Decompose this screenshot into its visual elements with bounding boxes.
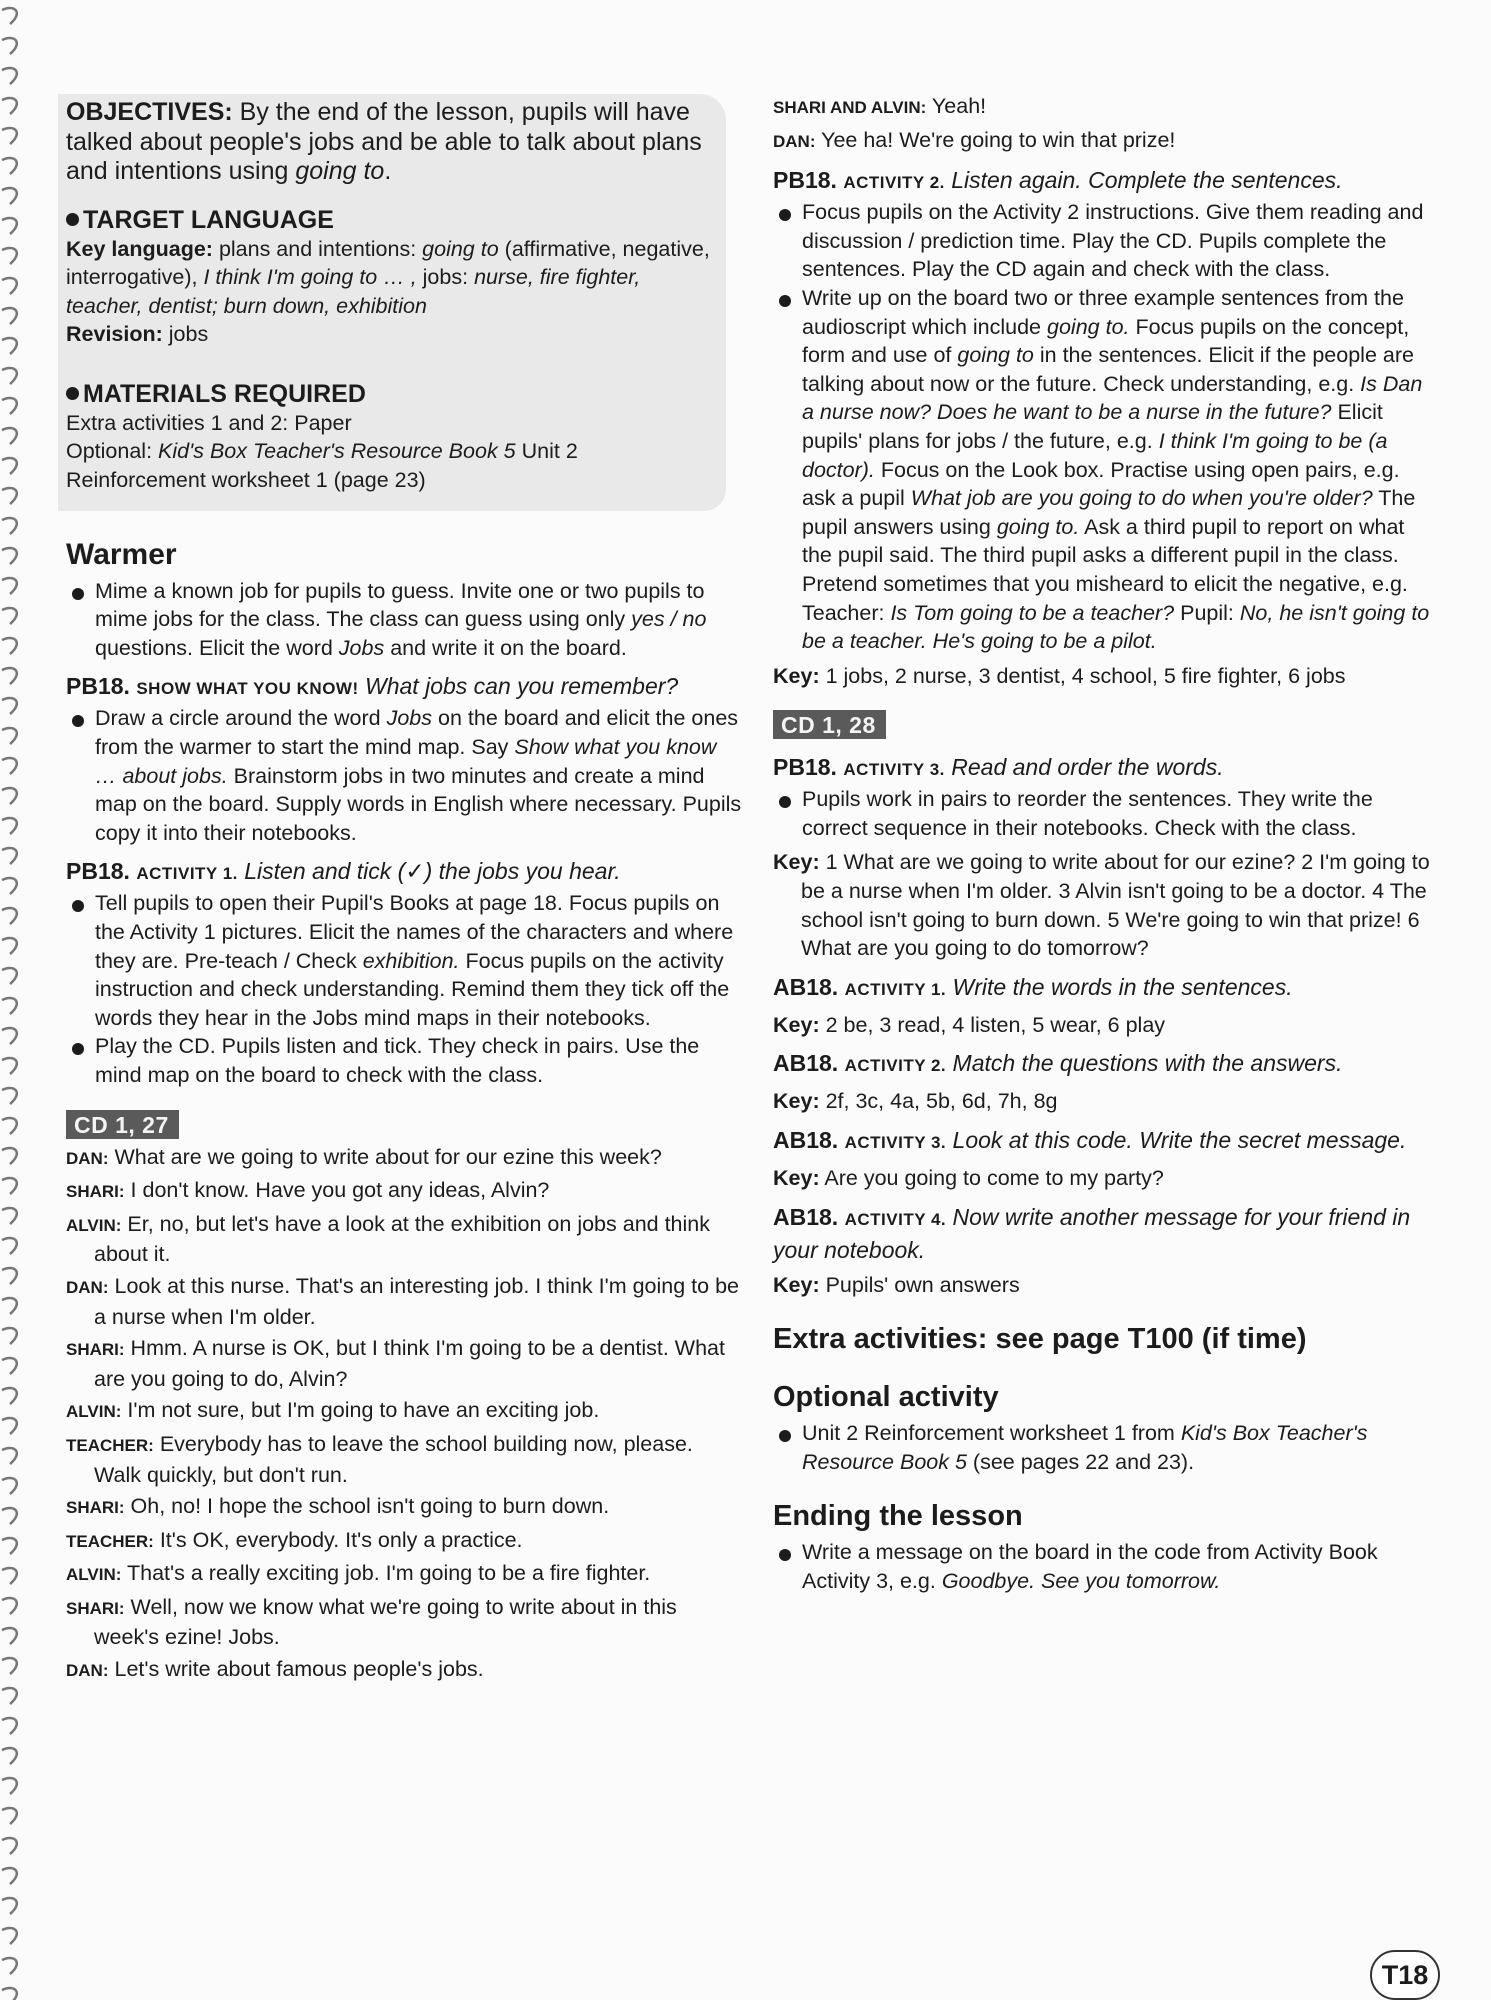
ab-activity-1-key: Key: 2 be, 3 read, 4 listen, 5 wear, 6 play: [773, 1012, 1166, 1037]
script-line: [66, 1655, 742, 1686]
page-number: T18: [1370, 1950, 1440, 2000]
spiral-loop: [2, 248, 17, 264]
list-item: Focus pupils on the Activity 2 instructions. Give them reading and discussion / prediction time. Play the CD. Pupils complete the sentences. Play the CD again and check with the class.: [773, 198, 1431, 284]
speaker-line: I don't know. Have you got any ideas, Alvin?: [130, 1178, 550, 1203]
spiral-loop: [2, 1058, 17, 1074]
speaker-line: Hmm. A nurse is OK, but I think I'm going to be a dentist. What are you going to do, Alvin?: [94, 1336, 725, 1391]
speaker-line: Yeah!: [931, 94, 987, 118]
spiral-loop: [2, 278, 17, 294]
speaker-line: That's a really exciting job. I'm going to be a fire fighter.: [127, 1561, 651, 1586]
list-item: Tell pupils to open their Pupil's Books at page 18. Focus pupils on the Activity 1 pictures. Elicit the names of the characters and where they are. Pre-teach / Check exhibition. Focus pupils on the activity instruction and check understanding. Remind them they tick off the words they hear in the Jobs mind maps in their notebooks.: [66, 889, 742, 1032]
spiral-loop: [2, 488, 17, 504]
spiral-loop: [2, 1898, 17, 1914]
spiral-loop: [2, 578, 17, 594]
spiral-loop: [2, 758, 17, 774]
speaker-name: SHARI:: [66, 1340, 125, 1360]
script-line: [66, 1176, 742, 1207]
spiral-loop: [2, 1838, 17, 1854]
speaker-name: ALVIN:: [66, 1565, 122, 1585]
extra-activities-heading: Extra activities: see page T100 (if time): [773, 1323, 1307, 1356]
speaker-line: Er, no, but let's have a look at the exhibition on jobs and think about it.: [94, 1211, 710, 1267]
spiral-loop: [2, 188, 17, 204]
optional-list: [773, 1419, 1431, 1476]
speaker-name: DAN:: [66, 1661, 109, 1681]
speaker-name: DAN:: [773, 131, 816, 151]
spiral-loop: [2, 518, 17, 534]
speaker-name: SHARI:: [66, 1498, 125, 1518]
speaker-name: SHARI AND ALVIN:: [773, 98, 927, 117]
spiral-loop: [2, 1598, 17, 1614]
audioscript-continued: [773, 92, 1431, 156]
spiral-loop: [2, 968, 17, 984]
list-item: Mime a known job for pupils to guess. Invite one or two pupils to mime jobs for the class. The class can guess using only yes / no questions. Elicit the word Jobs and write it on the board.: [66, 577, 742, 663]
speaker-line: What are we going to write about for our ezine this week?: [114, 1144, 662, 1169]
speaker-name: DAN:: [66, 1148, 109, 1168]
spiral-loop: [2, 458, 17, 474]
speaker-line: Let's write about famous people's jobs.: [114, 1657, 484, 1682]
spiral-loop: [2, 368, 17, 384]
warmer-list: [66, 577, 742, 663]
script-line: [66, 1526, 742, 1557]
spiral-loop: [2, 668, 17, 684]
list-item: Write a message on the board in the code from Activity Book Activity 3, e.g. Goodbye. See you tomorrow.: [773, 1538, 1431, 1595]
objectives-box: [58, 94, 726, 511]
spiral-loop: [2, 1928, 17, 1944]
spiral-loop: [2, 398, 17, 414]
spiral-loop: [2, 728, 17, 744]
bullet-icon: [66, 387, 79, 400]
spiral-loop: [2, 1088, 17, 1104]
ending-list: [773, 1538, 1431, 1595]
spiral-loop: [2, 1448, 17, 1464]
script-line: [66, 1272, 742, 1331]
spiral-loop: [2, 1268, 17, 1284]
spiral-loop: [2, 1208, 17, 1224]
spiral-loop: [2, 608, 17, 624]
spiral-loop: [2, 638, 17, 654]
materials-line: Reinforcement worksheet 1 (page 23): [66, 468, 426, 493]
spiral-loop: [2, 1688, 17, 1704]
left-column: [66, 94, 742, 1689]
spiral-loop: [2, 818, 17, 834]
spiral-loop: [2, 1418, 17, 1434]
warmer-heading: Warmer: [66, 537, 177, 571]
cd-track-tag: CD 1, 27: [66, 1110, 179, 1139]
speaker-line: I'm not sure, but I'm going to have an exciting job.: [127, 1398, 600, 1423]
speaker-line: Look at this nurse. That's an interesting job. I think I'm going to be a nurse when I'm older.: [94, 1273, 739, 1329]
spiral-loop: [2, 1808, 17, 1824]
speaker-name: TEACHER:: [66, 1435, 154, 1455]
spiral-loop: [2, 128, 17, 144]
spiral-loop: [2, 338, 17, 354]
show-what-you-know-heading: PB18. SHOW WHAT YOU KNOW! What jobs can you remember?: [66, 673, 679, 700]
list-item: Play the CD. Pupils listen and tick. They check in pairs. Use the mind map on the board to check with the class.: [66, 1032, 742, 1089]
spiral-loop: [2, 1508, 17, 1524]
script-line: [66, 1492, 742, 1523]
spiral-loop: [2, 158, 17, 174]
spiral-loop: [2, 1778, 17, 1794]
spiral-loop: [2, 878, 17, 894]
spiral-loop: [2, 1628, 17, 1644]
objectives: OBJECTIVES: By the end of the lesson, pupils will have talked about people's jobs and be able to talk about plans and intentions using going to.: [66, 98, 702, 185]
spiral-loop: [2, 1328, 17, 1344]
spiral-loop: [2, 428, 17, 444]
speaker-name: TEACHER:: [66, 1531, 154, 1551]
speaker-name: SHARI:: [66, 1598, 125, 1618]
right-column: [773, 94, 1431, 1596]
bullet-icon: [66, 213, 79, 226]
revision: Revision: jobs: [66, 322, 209, 347]
speaker-line: Yee ha! We're going to win that prize!: [821, 127, 1176, 152]
show-list: [66, 704, 742, 847]
spiral-loop: [2, 1718, 17, 1734]
speaker-name: ALVIN:: [66, 1402, 122, 1422]
spiral-loop: [2, 1868, 17, 1884]
spiral-loop: [2, 1478, 17, 1494]
spiral-loop: [2, 38, 17, 54]
activity-1-list: [66, 889, 742, 1089]
ab-activity-2-heading: AB18. ACTIVITY 2. Match the questions with the answers.: [773, 1050, 1343, 1077]
spiral-loop: [2, 218, 17, 234]
ab-activity-1-heading: AB18. ACTIVITY 1. Write the words in the sentences.: [773, 973, 1293, 1000]
spiral-loop: [2, 8, 17, 24]
speaker-line: It's OK, everybody. It's only a practice.: [159, 1527, 523, 1552]
speaker-name: ALVIN:: [66, 1215, 122, 1235]
spiral-loop: [2, 1118, 17, 1134]
spiral-loop: [2, 698, 17, 714]
script-line: [66, 1396, 742, 1427]
activity-3-list: [773, 785, 1431, 842]
spiral-loop: [2, 1238, 17, 1254]
spiral-loop: [2, 1748, 17, 1764]
script-line: [66, 1210, 742, 1269]
cd-track-tag: CD 1, 28: [773, 710, 886, 739]
spiral-loop: [2, 98, 17, 114]
spiral-loop: [2, 788, 17, 804]
speaker-line: Well, now we know what we're going to write about in this week's ezine! Jobs.: [94, 1594, 677, 1650]
activity-2-list: [773, 198, 1431, 656]
spiral-loop: [2, 308, 17, 324]
ending-heading: Ending the lesson: [773, 1500, 1023, 1533]
spiral-loop: [2, 1958, 17, 1974]
list-item: Draw a circle around the word Jobs on the board and elicit the ones from the warmer to start the mind map. Say Show what you know … about jobs. Brainstorm jobs in two minutes and create a mind map on the board. Supply words in English where necessary. Pupils copy it into their notebooks.: [66, 704, 742, 847]
script-line: [66, 1430, 742, 1489]
activity-1-heading: PB18. ACTIVITY 1. Listen and tick (✓) the jobs you hear.: [66, 858, 621, 885]
list-item: Pupils work in pairs to reorder the sentences. They write the correct sequence in their notebooks. Check with the class.: [773, 785, 1431, 842]
script-line: [66, 1143, 742, 1174]
spiral-loop: [2, 548, 17, 564]
spiral-loop: [2, 1148, 17, 1164]
speaker-line: Everybody has to leave the school building now, please. Walk quickly, but don't run.: [94, 1431, 693, 1487]
spiral-loop: [2, 1538, 17, 1554]
spiral-loop: [2, 1388, 17, 1404]
script-line: [66, 1334, 742, 1393]
activity-2-heading: PB18. ACTIVITY 2. Listen again. Complete the sentences.: [773, 167, 1343, 194]
script-line: [773, 126, 1431, 157]
list-item: Unit 2 Reinforcement worksheet 1 from Kid's Box Teacher's Resource Book 5 (see pages 22 and 23).: [773, 1419, 1431, 1476]
script-line: [773, 92, 1431, 123]
speaker-name: DAN:: [66, 1277, 109, 1297]
list-item: Write up on the board two or three example sentences from the audioscript which include going to. Focus pupils on the concept, form and use of going to in the sentences. Elicit if the people are talking about now or the future. Check understanding, e.g. Is Dan a nurse now? Does he want to be a nurse in the future? Elicit pupils' plans for jobs / the future, e.g. I think I'm going to be (a doctor). Focus on the Look box. Practise using open pairs, e.g. ask a pupil What job are you going to do when you're older? The pupil answers using going to. Ask a third pupil to report on what the pupil said. The third pupil asks a different pupil in the class. Pretend sometimes that you misheard to elicit the negative, e.g. Teacher: Is Tom going to be a teacher? Pupil: No, he isn't going to be a teacher. He's going to be a pilot.: [773, 284, 1431, 656]
ab-activity-4-heading: AB18. ACTIVITY 4. Now write another message for your friend in your notebook.: [773, 1203, 1411, 1263]
speaker-name: SHARI:: [66, 1182, 125, 1202]
spiral-loop: [2, 1568, 17, 1584]
ab-activity-3-key: Key: Are you going to come to my party?: [773, 1166, 1164, 1191]
key-language: Key language: plans and intentions: going to (affirmative, negative, interrogative), I think I'm going to … , jobs: nurse, fire fighter, teacher, dentist; burn down, exhibition: [66, 236, 710, 318]
materials-heading: MATERIALS REQUIRED: [66, 379, 710, 409]
spiral-loop: [2, 1298, 17, 1314]
spiral-loop: [2, 1178, 17, 1194]
script-line: [66, 1593, 742, 1652]
ab-activity-4-key: Key: Pupils' own answers: [773, 1272, 1020, 1297]
materials-line: Optional: Kid's Box Teacher's Resource Book 5 Unit 2: [66, 439, 578, 464]
materials-line: Extra activities 1 and 2: Paper: [66, 410, 352, 435]
ab-activity-2-key: Key: 2f, 3c, 4a, 5b, 6d, 7h, 8g: [773, 1089, 1058, 1114]
spiral-binding: [0, 0, 34, 2000]
spiral-loop: [2, 848, 17, 864]
activity-3-heading: PB18. ACTIVITY 3. Read and order the words.: [773, 754, 1224, 781]
spiral-loop: [2, 1358, 17, 1374]
spiral-loop: [2, 68, 17, 84]
speaker-line: Oh, no! I hope the school isn't going to burn down.: [130, 1494, 610, 1519]
optional-activity-heading: Optional activity: [773, 1381, 999, 1414]
activity-2-key: Key: 1 jobs, 2 nurse, 3 dentist, 4 school, 5 fire fighter, 6 jobs: [773, 663, 1346, 688]
spiral-loop: [2, 1658, 17, 1674]
target-language-heading: TARGET LANGUAGE: [66, 205, 710, 235]
script-line: [66, 1559, 742, 1590]
ab-activity-3-heading: AB18. ACTIVITY 3. Look at this code. Write the secret message.: [773, 1127, 1407, 1154]
spiral-loop: [2, 998, 17, 1014]
audioscript: [66, 1143, 742, 1686]
spiral-loop: [2, 908, 17, 924]
spiral-loop: [2, 938, 17, 954]
spiral-loop: [2, 1988, 17, 2000]
spiral-loop: [2, 1028, 17, 1044]
activity-3-key: Key: 1 What are we going to write about for our ezine? 2 I'm going to be a nurse when I'm older. 3 Alvin isn't going to be a doctor. 4 The school isn't going to burn down. 5 We're going to win that prize! 6 What are you going to do tomorrow?: [773, 850, 1430, 961]
